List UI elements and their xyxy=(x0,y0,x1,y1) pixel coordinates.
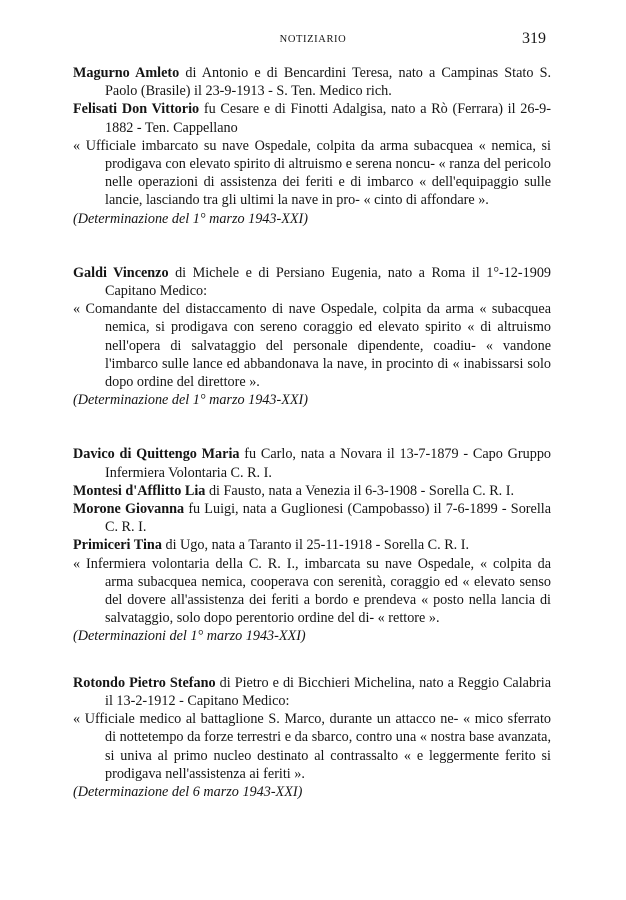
entry-felisati xyxy=(73,100,551,227)
entry-details: fu Luigi, nata a Guglionesi (Campobasso) il 7-6-1899 - Sorella C. R. I. xyxy=(105,501,551,536)
entry-davico xyxy=(73,445,551,481)
entry-name: Davico di Quittengo Maria xyxy=(73,446,240,463)
citation: « Comandante del distaccamento di nave Ospedale, colpita da arma « subacquea nemica, si prodigava con sereno coraggio ed elevato spirito « di altruismo nell'opera di salvataggio del personale dipendente, coadiu- « vandone l'imbarco sulle lance ed abbandonava la nave, in procinto di « inabissarsi solo dopo ordine del direttore ». xyxy=(73,301,551,391)
spacer xyxy=(73,409,551,445)
entry-magurno xyxy=(73,64,551,100)
determination: (Determinazioni del 1° marzo 1943-XXI) xyxy=(73,628,306,645)
entry-details: fu Cesare e di Finotti Adalgisa, nato a Rò (Ferrara) il 26-9-1882 - Ten. Cappellano xyxy=(105,101,551,136)
entry-name: Rotondo Pietro Stefano xyxy=(73,674,216,691)
entry-name: Galdi Vincenzo xyxy=(73,264,169,281)
entry-rotondo xyxy=(73,674,551,801)
entry-name: Primiceri Tina xyxy=(73,537,162,554)
entry-details: di Michele e di Persiano Eugenia, nato a Roma il 1°-12-1909 Capitano Medico: xyxy=(105,264,552,300)
determination: (Determinazione del 1° marzo 1943-XXI) xyxy=(73,392,308,409)
entry-morone xyxy=(73,500,551,536)
entry-name: Morone Giovanna xyxy=(73,501,185,518)
entry-details: di Fausto, nata a Venezia il 6-3-1908 - Sorella C. R. I. xyxy=(208,482,515,499)
entry-name: Magurno Amleto xyxy=(73,65,180,81)
entry-details: di Antonio e di Bencardini Teresa, nato a Campinas Stato S. Paolo (Brasile) il 23-9-1913 - S. Ten. Medico rich. xyxy=(105,65,552,100)
entry-name: Montesi d'Afflitto Lia xyxy=(73,482,206,499)
citation: « Ufficiale imbarcato su nave Ospedale, colpita da arma subacquea « nemica, si prodigava con elevato spirito di altruismo e serena noncu- « ranza del pericolo nelle operazioni di assistenza dei feriti e di imbarco « dell'equipaggio sulle lancie, lasciando tra gli ultimi la nave in pro- « cinto di affondare ». xyxy=(73,137,551,209)
entry-montesi xyxy=(73,482,551,500)
spacer xyxy=(73,646,551,674)
entry-details: fu Carlo, nata a Novara il 13-7-1879 - Capo Gruppo Infermiera Volontaria C. R. I. xyxy=(105,446,552,481)
entry-galdi xyxy=(73,264,551,410)
page-header xyxy=(0,30,626,50)
citation: « Infermiera volontaria della C. R. I., imbarcata su nave Ospedale, « colpita da arma subacquea nemica, cooperava con serenità, coraggio ed « elevato senso del dovere all'assistenza dei feriti a bordo e prendeva « posto nella lancia di salvataggio, solo dopo perentorio ordine del di- « rettore ». xyxy=(73,555,551,627)
page-number: 319 xyxy=(522,30,546,47)
citation: « Ufficiale medico al battaglione S. Marco, durante un attacco ne- « mico sferrato di nottetempo da forze terrestri e da sbarco, contro una « nostra base avanzata, si univa al primo nucleo destinato al contrassalto « e leggermente ferito si prodigava nell'assistenza ai feriti ». xyxy=(73,711,551,782)
entry-details: di Pietro e di Bicchieri Michelina, nato a Reggio Calabria il 13-2-1912 - Capitano Medico: xyxy=(105,674,552,709)
entry-primiceri xyxy=(73,536,551,645)
document-body xyxy=(73,64,551,801)
spacer xyxy=(73,228,551,264)
running-header: NOTIZIARIO xyxy=(279,34,347,45)
entry-name: Felisati Don Vittorio xyxy=(73,101,200,118)
determination: (Determinazione del 1° marzo 1943-XXI) xyxy=(73,210,308,227)
determination: (Determinazione del 6 marzo 1943-XXI) xyxy=(73,783,303,800)
entry-details: di Ugo, nata a Taranto il 25-11-1918 - Sorella C. R. I. xyxy=(165,537,470,554)
